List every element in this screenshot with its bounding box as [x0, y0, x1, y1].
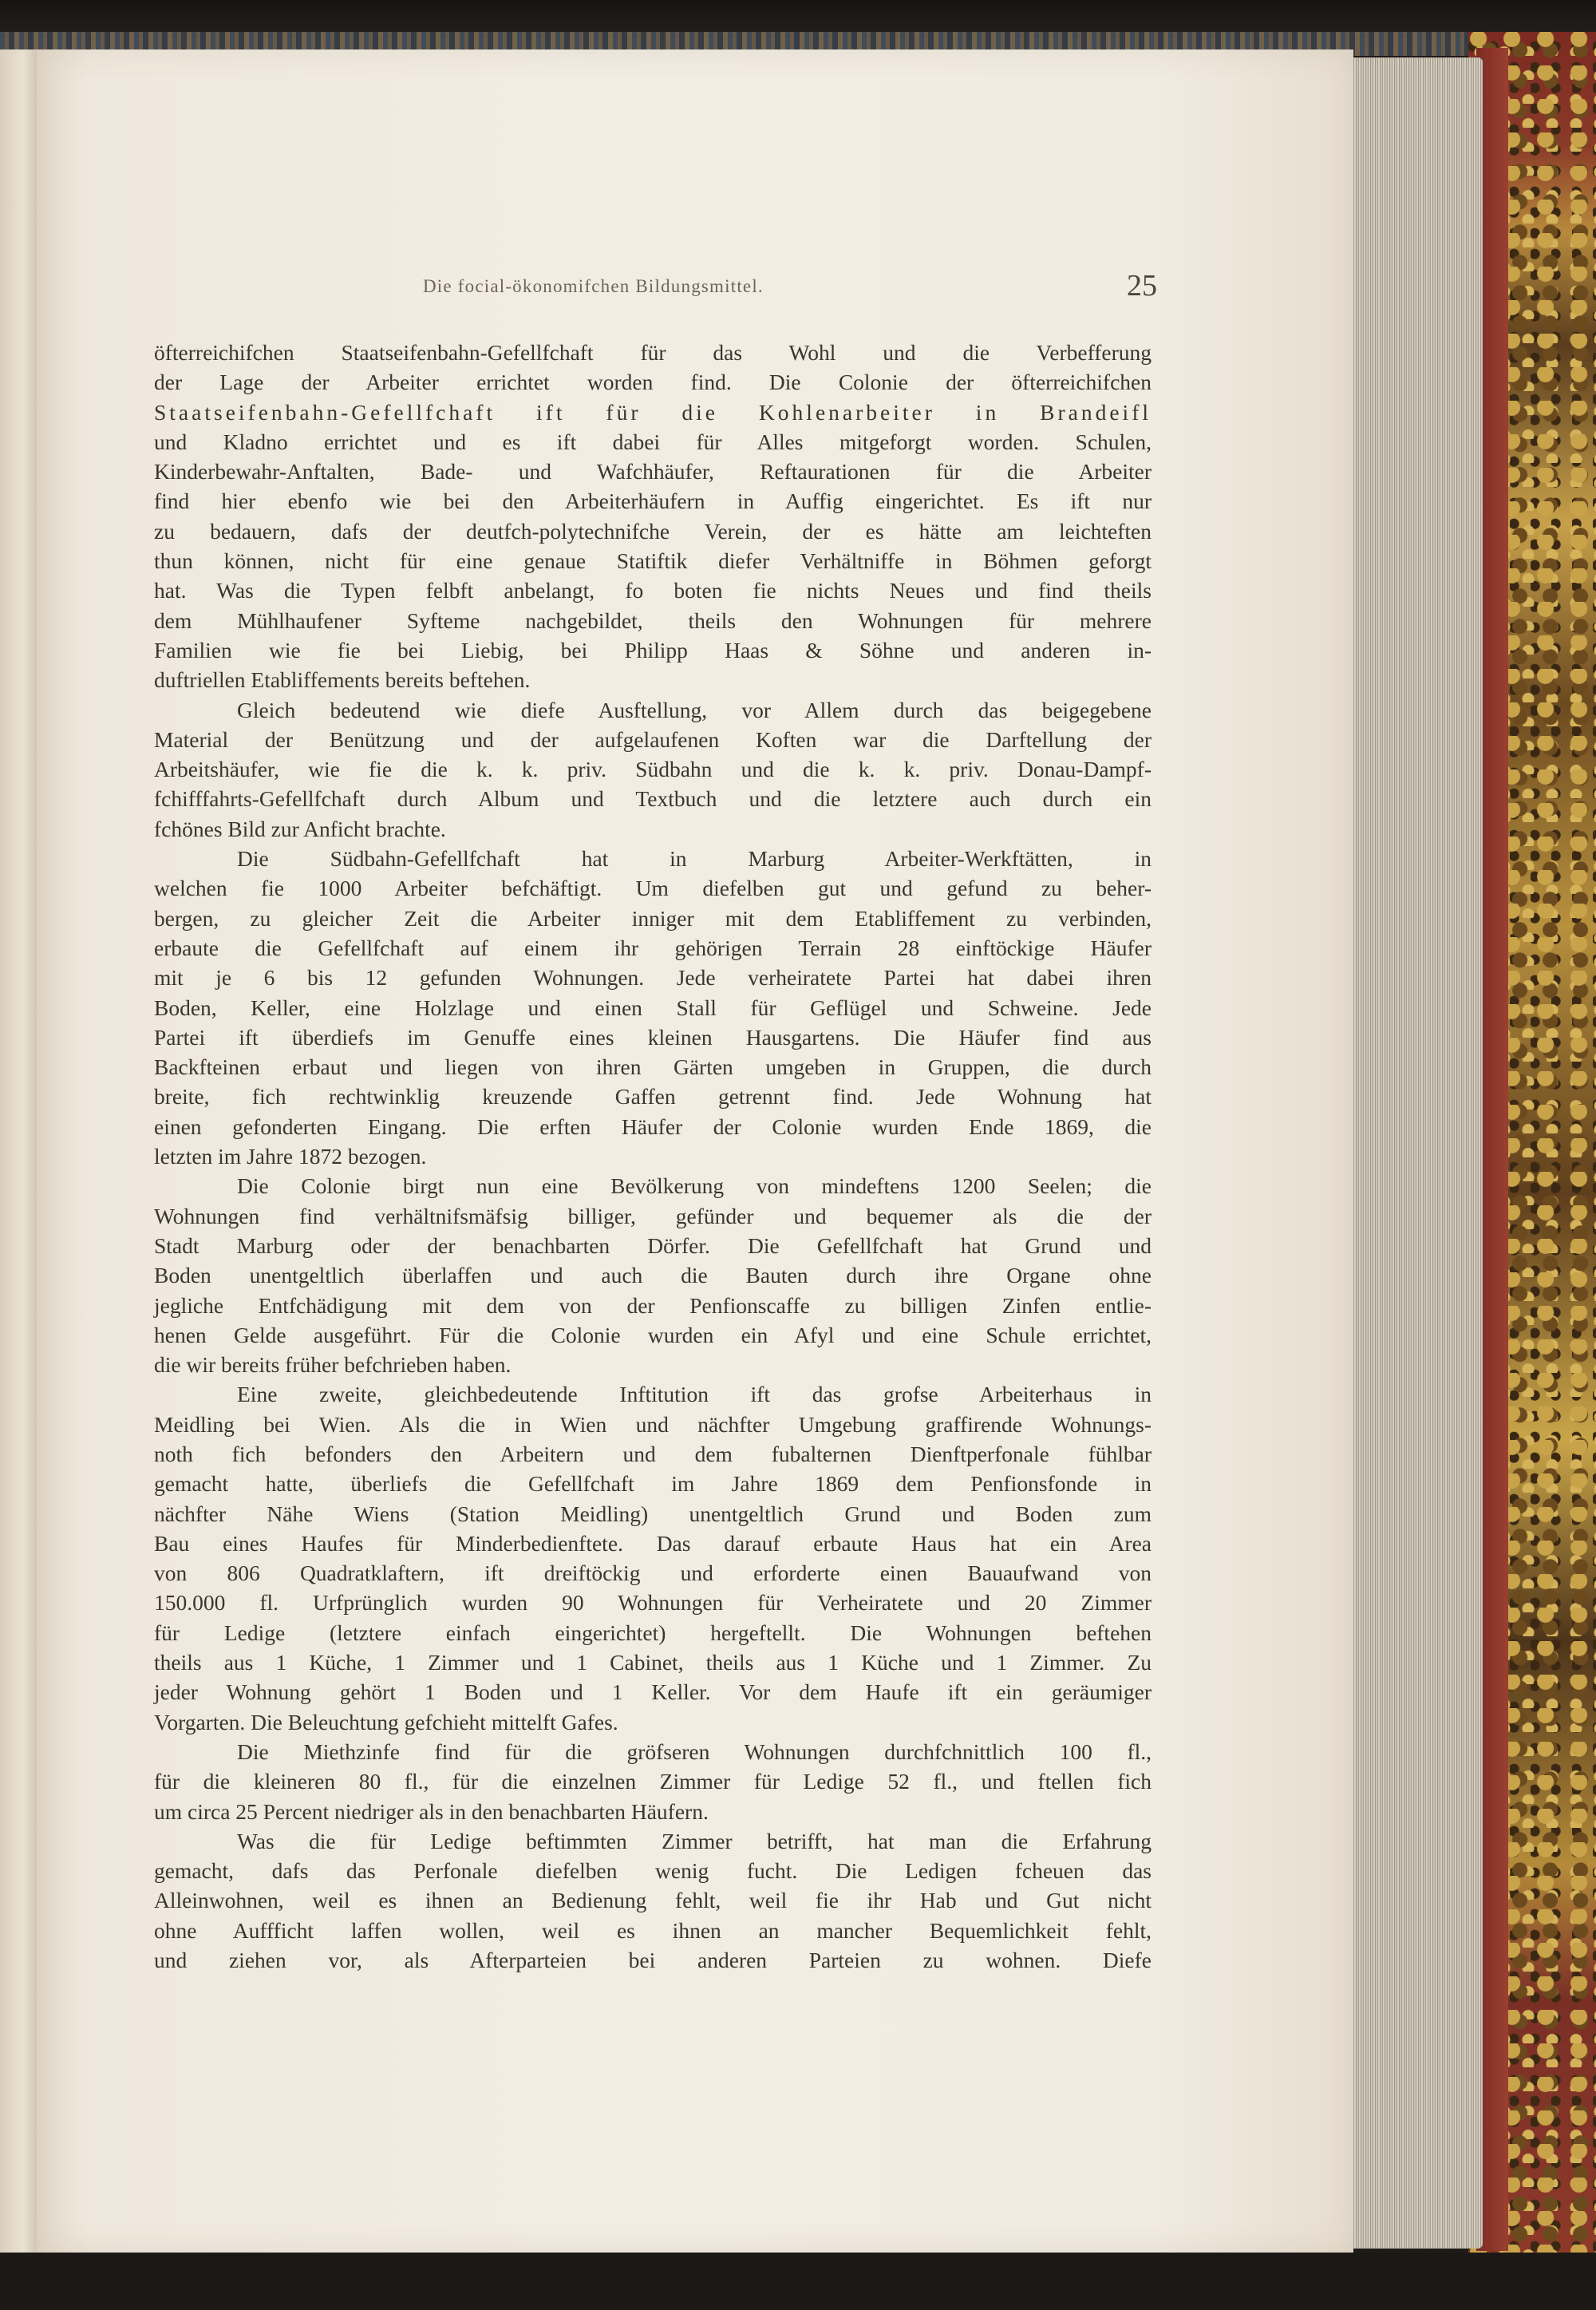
text-line: die wir bereits früher befchrieben haben.: [154, 1352, 512, 1378]
text-line: für die kleineren 80 fl., für die einzelnen Zimmer für Ledige 52 fl., und ftellen fich: [154, 1769, 1152, 1794]
text-line: Staatseifenbahn-Gefellfchaft ift für die Kohlenarbeiter in Brandeifl: [154, 399, 1152, 425]
text-line: zu bedauern, dafs der deutfch-polytechnifche Verein, der es hätte am leichteften: [154, 518, 1152, 544]
page-number: 25: [1127, 269, 1157, 303]
text-line: letzten im Jahre 1872 bezogen.: [154, 1144, 427, 1169]
text-line: Eine zweite, gleichbedeutende Inftitution ift das grofse Arbeiterhaus in: [237, 1382, 1152, 1407]
text-line: Material der Benützung und der aufgelaufenen Koften war die Darftellung der: [154, 726, 1152, 752]
text-line: dem Mühlhaufener Syfteme nachgebildet, theils den Wohnungen für mehrere: [154, 607, 1152, 633]
text-line: duftriellen Etabliffements bereits beftehen.: [154, 667, 531, 693]
page-stack-edge: [1347, 57, 1483, 2249]
text-line: hat. Was die Typen felbft anbelangt, fo boten fie nichts Neues und find theils: [154, 578, 1152, 603]
text-line: der Lage der Arbeiter errichtet worden find. Die Colonie der öfterreichifchen: [154, 370, 1152, 395]
text-line: henen Gelde ausgeführt. Für die Colonie wurden ein Afyl und eine Schule errichtet,: [154, 1322, 1152, 1347]
text-line: und Kladno errichtet und es ift dabei für Alles mitgeforgt worden. Schulen,: [154, 429, 1152, 454]
text-line: erbaute die Gefellfchaft auf einem ihr gehörigen Terrain 28 einftöckige Häufer: [154, 935, 1152, 960]
text-line: Wohnungen find verhältnifsmäfsig billiger, gefünder und bequemer als die der: [154, 1203, 1152, 1228]
text-line: Was die für Ledige beftimmten Zimmer betrifft, hat man die Erfahrung: [237, 1828, 1152, 1853]
text-line: 150.000 fl. Urfprünglich wurden 90 Wohnungen für Verheiratete und 20 Zimmer: [154, 1590, 1152, 1616]
text-line: bergen, zu gleicher Zeit die Arbeiter inniger mit dem Etabliffement zu verbinden,: [154, 905, 1152, 931]
text-line: gemacht hatte, überliefs die Gefellfchaft im Jahre 1869 dem Penfionsfonde in: [154, 1471, 1152, 1497]
text-line: Boden unentgeltlich überlaffen und auch die Bauten durch ihre Organe ohne: [154, 1263, 1152, 1288]
text-line: Vorgarten. Die Beleuchtung gefchieht mittelft Gafes.: [154, 1709, 618, 1734]
text-line: thun können, nicht für eine genaue Statiftik diefer Verhältniffe in Böhmen geforgt: [154, 548, 1152, 574]
text-line: jegliche Entfchädigung mit dem von der Penfionscaffe zu billigen Zinfen entlie-: [154, 1292, 1152, 1318]
running-head: Die focial-ökonomifchen Bildungsmittel.: [423, 276, 764, 296]
text-line: Bau eines Haufes für Minderbedienftete. Das darauf erbaute Haus hat ein Area: [154, 1530, 1152, 1556]
text-line: um circa 25 Percent niedriger als in den benachbarten Häufern.: [154, 1798, 709, 1824]
text-line: einen gefonderten Eingang. Die erften Häufer der Colonie wurden Ende 1869, die: [154, 1113, 1152, 1139]
text-line: Alleinwohnen, weil es ihnen an Bedienung fehlt, weil fie ihr Hab und Gut nicht: [154, 1888, 1152, 1913]
facing-page-edge: [0, 49, 40, 2268]
text-line: find hier ebenfo wie bei den Arbeiterhäufern in Auffig eingerichtet. Es ift nur: [154, 489, 1152, 514]
text-line: noth fich befonders den Arbeitern und dem fubalternen Dienftperfonale fühlbar: [154, 1441, 1152, 1466]
text-line: Arbeitshäufer, wie fie die k. k. priv. Südbahn und die k. k. priv. Donau-Dampf-: [154, 757, 1152, 782]
text-line: Meidling bei Wien. Als die in Wien und nächfter Umgebung graffirende Wohnungs-: [154, 1411, 1152, 1437]
text-line: Backfteinen erbaut und liegen von ihren Gärten umgeben in Gruppen, die durch: [154, 1054, 1152, 1080]
text-line: gemacht, dafs das Perfonale diefelben wenig fucht. Die Ledigen fcheuen das: [154, 1858, 1152, 1884]
text-line: und ziehen vor, als Afterparteien bei anderen Parteien zu wohnen. Diefe: [154, 1948, 1152, 1973]
text-line: fchifffahrts-Gefellfchaft durch Album und Textbuch und die letztere auch durch ein: [154, 786, 1152, 812]
text-line: mit je 6 bis 12 gefunden Wohnungen. Jede verheiratete Partei hat dabei ihren: [154, 965, 1152, 991]
text-line: Boden, Keller, eine Holzlage und einen Stall für Geflügel und Schweine. Jede: [154, 995, 1152, 1020]
text-line: Die Südbahn-Gefellfchaft hat in Marburg Arbeiter-Werkftätten, in: [237, 846, 1152, 872]
text-line: von 806 Quadratklaftern, ift dreiftöckig und erforderte einen Bauaufwand von: [154, 1560, 1152, 1586]
text-line: Die Colonie birgt nun eine Bevölkerung von mindeftens 1200 Seelen; die: [237, 1173, 1152, 1199]
text-line: für Ledige (letztere einfach eingerichtet) hergeftellt. Die Wohnungen beftehen: [154, 1620, 1152, 1645]
text-line: jeder Wohnung gehört 1 Boden und 1 Keller. Vor dem Haufe ift ein geräumiger: [154, 1679, 1152, 1705]
text-line: Partei ift überdiefs im Genuffe eines kleinen Hausgartens. Die Häufer find aus: [154, 1024, 1152, 1050]
text-line: fchönes Bild zur Anficht brachte.: [154, 816, 446, 841]
text-line: nächfter Nähe Wiens (Station Meidling) unentgeltlich Grund und Boden zum: [154, 1501, 1152, 1526]
text-line: Gleich bedeutend wie diefe Ausftellung, vor Allem durch das beigegebene: [237, 697, 1152, 722]
text-line: Stadt Marburg oder der benachbarten Dörfer. Die Gefellfchaft hat Grund und: [154, 1232, 1152, 1258]
text-line: theils aus 1 Küche, 1 Zimmer und 1 Cabinet, theils aus 1 Küche und 1 Zimmer. Zu: [154, 1650, 1152, 1675]
text-line: welchen fie 1000 Arbeiter befchäftigt. Um diefelben gut und gefund zu beher-: [154, 876, 1152, 901]
text-line: Kinderbewahr-Anftalten, Bade- und Wafchhäufer, Reftaurationen für die Arbeiter: [154, 459, 1152, 485]
text-line: öfterreichifchen Staatseifenbahn-Gefellfchaft für das Wohl und die Verbefferung: [154, 340, 1152, 365]
body-text: [154, 338, 1152, 1975]
text-line: Die Miethzinfe find für die gröfseren Wohnungen durchfchnittlich 100 fl.,: [237, 1738, 1152, 1764]
book-cover-bottom: [0, 2253, 1596, 2310]
text-line: Familien wie fie bei Liebig, bei Philipp Haas & Söhne und anderen in-: [154, 637, 1152, 663]
text-line: ohne Auffficht laffen wollen, weil es ihnen an mancher Bequemlichkeit fehlt,: [154, 1917, 1152, 1943]
text-line: breite, fich rechtwinklig kreuzende Gaffen getrennt find. Jede Wohnung hat: [154, 1084, 1152, 1110]
